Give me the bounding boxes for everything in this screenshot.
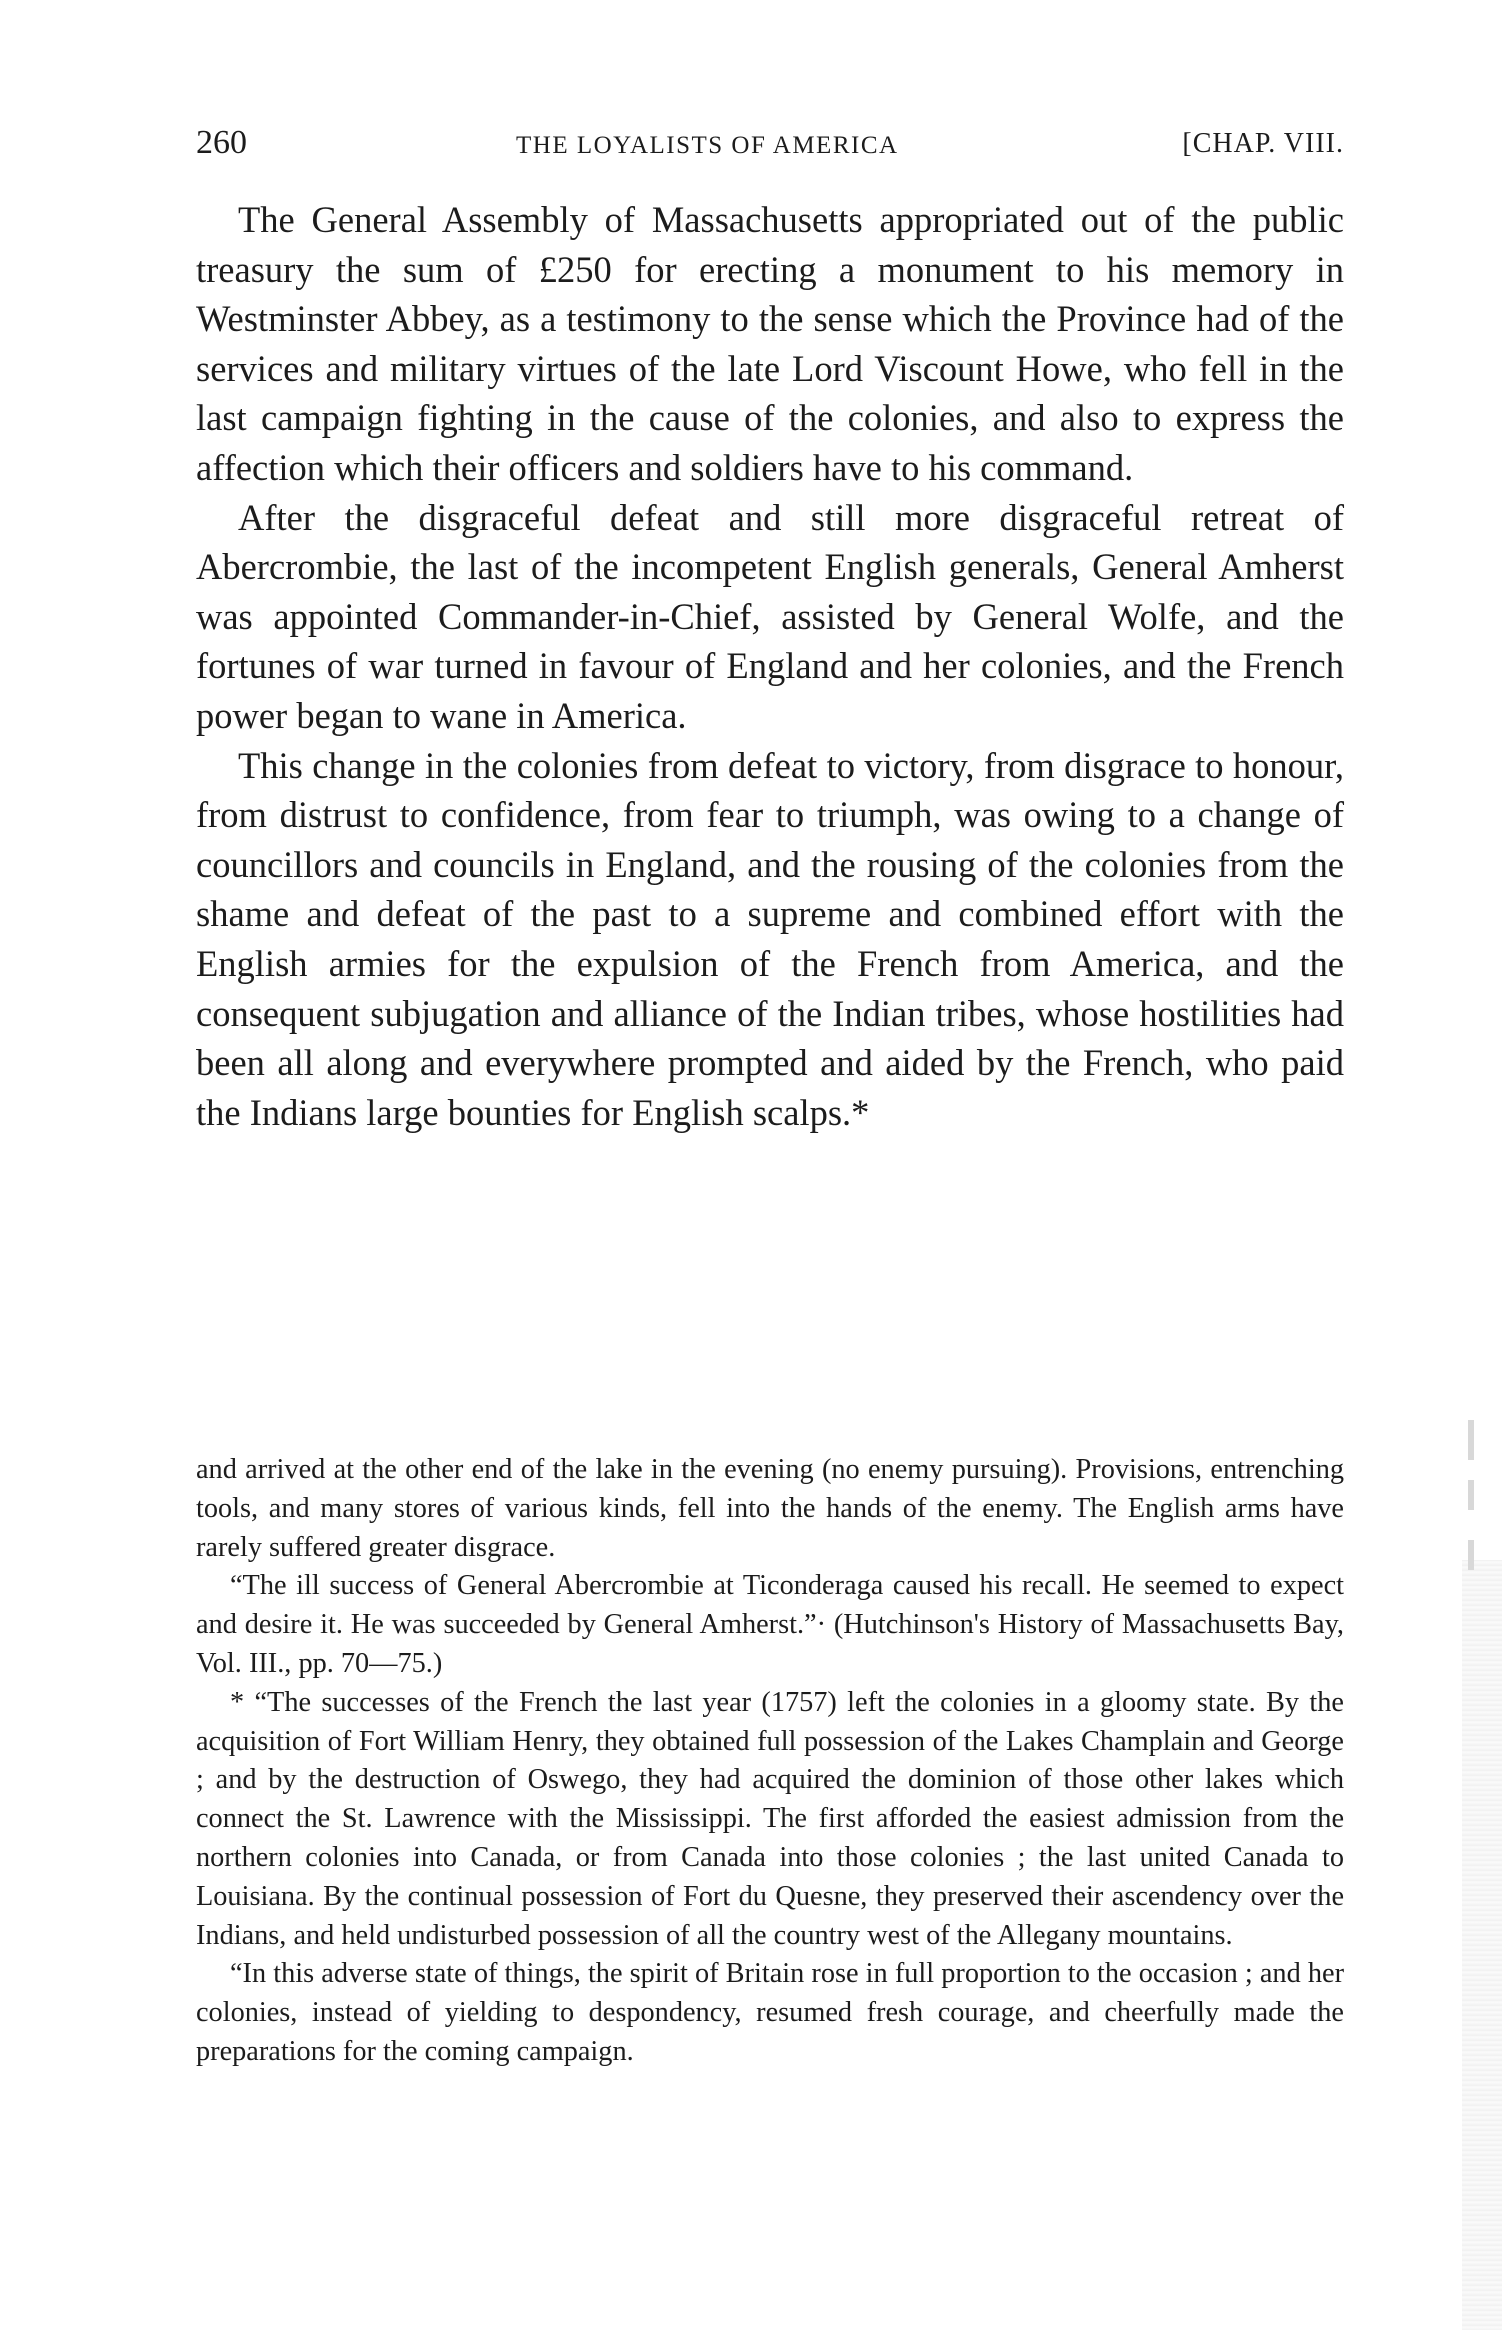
footnote-adverse-state: “In this adverse state of things, the spirit of Britain rose in full proportion to the occasion ; and her colonies, instead of yielding to despondency, resumed fresh courage, and cheerfully made the preparations for the coming campaign. (196, 1958, 1344, 2067)
paragraph-change-in-colonies: This change in the colonies from defeat to victory, from disgrace to honour, from distrust to confidence, from fear to triumph, was owing to a change of councillors and councils in England, and the rousing of the colonies from the shame and defeat of the past to a supreme and combined effort with the English armies for the expulsion of the French from America, and the consequent subjugation and alliance of the Indian tribes, whose hostilities had been all along and everywhere prompted and aided by the French, who paid the Indians large bounties for English scalps.* (196, 744, 1344, 1133)
page-number: 260 (196, 124, 247, 161)
scan-speck (1468, 1480, 1474, 1510)
chapter-label: [CHAP. VIII. (1182, 128, 1344, 159)
footnote-star: * “The successes of the French the last year (1757) left the colonies in a gloomy state. By the acquisition of Fort William Henry, they obtained full possession of the Lakes Champlain and George ; and by the destruction of Oswego, they had acquired the dominion of those other lakes which connect the St. Lawrence with the Mississippi. The first afforded the easiest admission from the northern colonies into Canada, or from Canada into those colonies ; the last united Canada to Louisiana. By the continual possession of Fort du Quesne, they preserved their ascendency over the Indians, and held undisturbed possession of all the country west of the Allegany mountains. (196, 1686, 1344, 1951)
scan-speck (1468, 1420, 1474, 1460)
main-text (196, 195, 1344, 1137)
running-title: THE LOYALISTS OF AMERICA (516, 132, 899, 159)
paragraph-howe-monument: The General Assembly of Massachusetts appropriated out of the public treasury the sum of £250 for erecting a monument to his memory in Westminster Abbey, as a testimony to the sense which the Province had of the services and military virtues of the late Lord Viscount Howe, who fell in the last campaign fighting in the cause of the colonies, and also to express the affection which their officers and soldiers have to his command. (196, 199, 1344, 488)
footnote-quote-recall: “The ill success of General Abercrombie at Ticonderaga caused his recall. He seemed to expect and desire it. He was succeeded by General Amherst.”· (Hutchinson's History of Massachusetts Bay, Vol. III., pp. 70—75.) (196, 1570, 1344, 1679)
scan-edge-noise (1462, 1560, 1502, 2330)
paragraph-abercrombie-defeat: After the disgraceful defeat and still more disgraceful retreat of Abercrombie, the last of the incompetent English generals, General Amherst was appointed Commander-in-Chief, assisted by General Wolfe, and the fortunes of war turned in favour of England and her colonies, and the French power began to wane in America. (196, 496, 1344, 736)
footnote-continuation: and arrived at the other end of the lake in the evening (no enemy pursuing). Provisions, entrenching tools, and many stores of various kinds, fell into the hands of the enemy. The English arms have rarely suffered greater disgrace. (196, 1454, 1344, 1563)
scan-speck (1468, 1540, 1474, 1570)
running-head (196, 124, 1344, 168)
footnotes (196, 1451, 1344, 2072)
